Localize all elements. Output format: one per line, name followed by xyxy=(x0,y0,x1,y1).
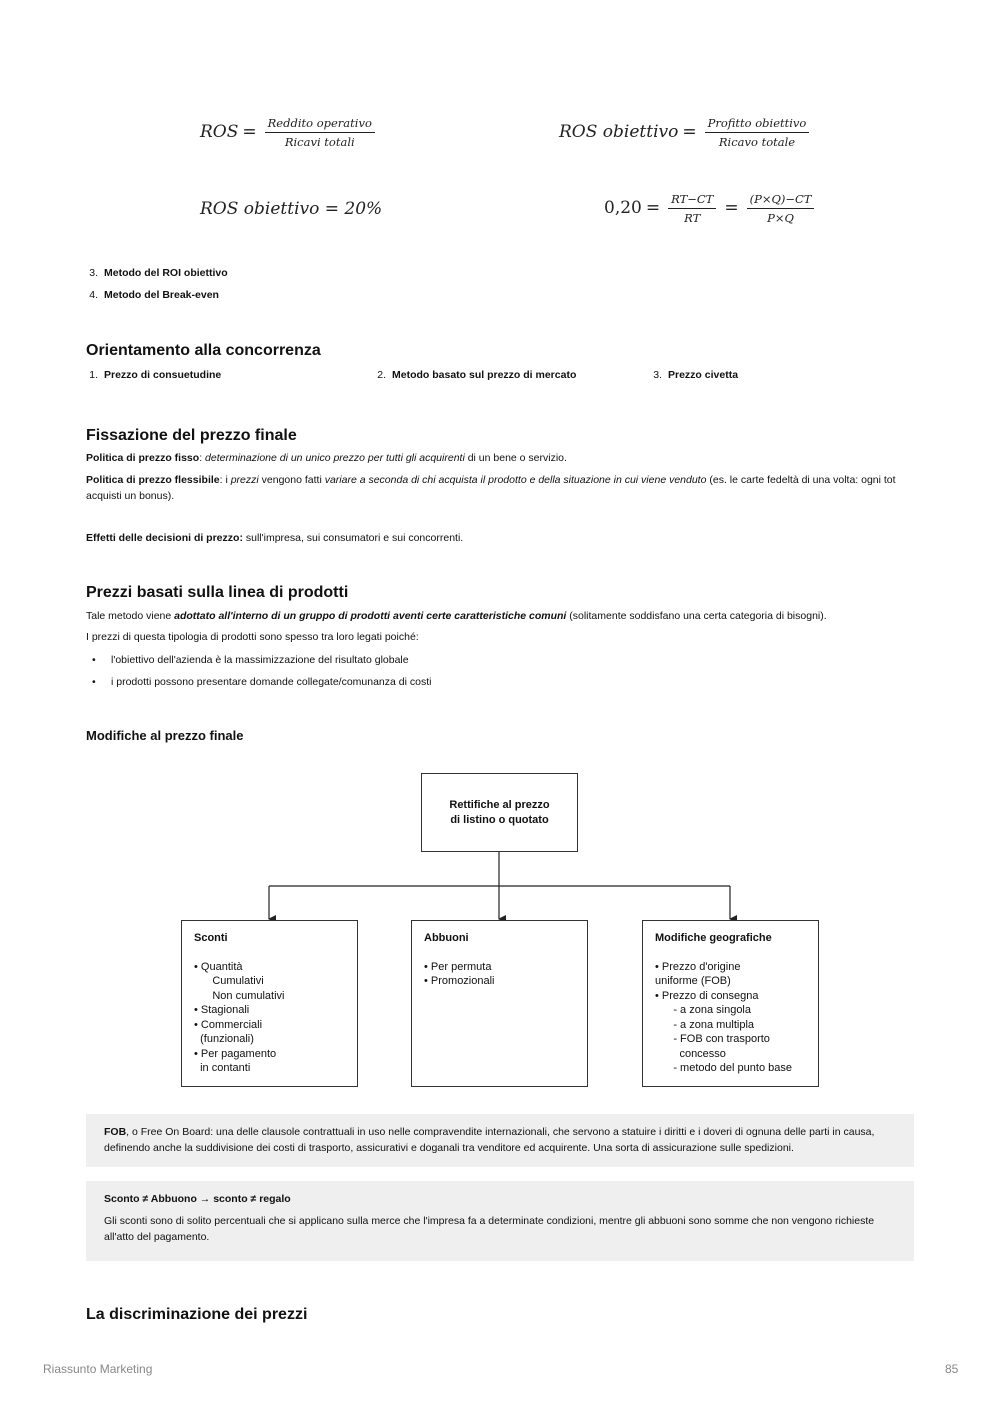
list-number: 4. xyxy=(89,289,98,301)
root-line: Rettifiche al prezzo xyxy=(449,799,550,811)
box-title: Sconti xyxy=(194,932,228,944)
formula-numerator: Reddito operativo xyxy=(265,116,375,133)
list-item xyxy=(80,267,228,279)
list-item xyxy=(80,289,219,301)
text-italic: determinazione di un unico prezzo per tutti gli acquirenti xyxy=(205,452,465,464)
list-label: Metodo del ROI obiettivo xyxy=(104,267,228,279)
formula-ros-target: ROS obiettivo = $\frac{\text{Profitto obiettivo}}{\text{Ricavo totale}}$ xyxy=(559,116,813,149)
box-title: Modifiche geografiche xyxy=(655,932,772,944)
formula-ros: ROS = $\frac{\text{Reddito operativo}}{\text{Ricavi totali}}$ xyxy=(200,116,379,149)
subsection-heading: Modifiche al prezzo finale xyxy=(86,728,244,743)
paragraph-fixed-price xyxy=(86,450,916,466)
note-sconto-abbuono xyxy=(86,1181,914,1261)
term: Politica di prezzo flessibile xyxy=(86,474,220,486)
list-item xyxy=(368,369,576,381)
list-number: 3. xyxy=(653,369,662,381)
note-fob xyxy=(86,1114,914,1167)
box-line: • Per pagamento xyxy=(194,1047,277,1060)
box-line: concesso xyxy=(655,1047,726,1060)
formula-numerator: Profitto obiettivo xyxy=(705,116,810,133)
formula-lhs: ROS obiettivo xyxy=(559,122,679,142)
text: : xyxy=(199,452,206,464)
list-item xyxy=(80,369,221,381)
diagram-box-abbuoni xyxy=(411,920,588,1087)
note-term: FOB xyxy=(104,1126,127,1138)
formula-ros-target-value xyxy=(200,199,382,219)
list-label: Metodo basato sul prezzo di mercato xyxy=(392,369,577,381)
list-item xyxy=(644,369,738,381)
section-heading: La discriminazione dei prezzi xyxy=(86,1306,308,1323)
section-heading: Orientamento alla concorrenza xyxy=(86,342,321,359)
text-italic: prezzi xyxy=(230,474,259,486)
note-text: , o Free On Board: una delle clausole contrattuali in uso nelle compravendite internazionali, che servono a statuire i diritti e i doveri di ognuna delle parti in causa, definendo anche la suddivisione dei costi di trasporto, assicurativi e doganali tra venditore ed acquirente. Una sorta di assicurazione sulle spedizioni. xyxy=(104,1126,875,1154)
bullet-item: • l'obiettivo dell'azienda è la massimizzazione del risultato globale xyxy=(92,654,409,666)
diagram-box-geografiche xyxy=(642,920,819,1087)
box-line: • Promozionali xyxy=(424,975,495,987)
box-line: - metodo del punto base xyxy=(655,1062,792,1074)
box-line: in contanti xyxy=(194,1062,251,1074)
box-line: • Prezzo di consegna xyxy=(655,989,759,1002)
box-line: • Per permuta xyxy=(424,960,492,973)
formula-text: ROS obiettivo = 20% xyxy=(200,199,383,219)
term: Effetti delle decisioni di prezzo: xyxy=(86,532,243,544)
box-title: Abbuoni xyxy=(424,932,469,944)
diagram-box-sconti xyxy=(181,920,358,1087)
paragraph-prices: I prezzi di questa tipologia di prodotti sono spesso tra loro legati poiché: xyxy=(86,631,419,643)
formula-lhs: 0,20 xyxy=(604,198,642,218)
paragraph-flexible-price xyxy=(86,472,916,504)
box-line: uniforme (FOB) xyxy=(655,975,731,987)
formula-denominator: RT xyxy=(684,211,701,225)
formula-denominator: Ricavi totali xyxy=(284,135,355,149)
text-bold-italic: adottato all'interno di un gruppo di prodotti aventi certe caratteristiche comuni xyxy=(174,610,567,622)
note-title: Sconto ≠ Abbuono → sconto ≠ regalo xyxy=(104,1193,291,1205)
term: Politica di prezzo fisso xyxy=(86,452,200,464)
bullet-text: i prodotti possono presentare domande collegate/comunanza di costi xyxy=(111,676,432,688)
formula-denominator: P×Q xyxy=(767,211,794,225)
text: (solitamente soddisfano una certa categoria di bisogni). xyxy=(566,610,827,622)
list-label: Metodo del Break-even xyxy=(104,289,219,301)
page-number: 85 xyxy=(945,1362,959,1376)
list-label: Prezzo di consuetudine xyxy=(104,369,222,381)
formula-numerator: RT−CT xyxy=(668,192,716,209)
text-italic: variare a seconda di chi acquista il prodotto e della situazione in cui viene venduto xyxy=(324,474,707,486)
bullet-item: • i prodotti possono presentare domande collegate/comunanza di costi xyxy=(92,676,432,688)
list-number: 1. xyxy=(89,369,98,381)
box-line: Non cumulativi xyxy=(194,989,285,1002)
box-line: Cumulativi xyxy=(194,975,264,987)
section-heading: Fissazione del prezzo finale xyxy=(86,427,297,444)
formula-lhs: ROS xyxy=(200,122,239,142)
box-line: (funzionali) xyxy=(194,1033,254,1045)
list-label: Prezzo civetta xyxy=(668,369,739,381)
list-number: 3. xyxy=(89,267,98,279)
paragraph-effects xyxy=(86,530,916,546)
text: sull'impresa, sui consumatori e sui concorrenti. xyxy=(242,532,464,544)
formula-numerator: (P×Q)−CT xyxy=(747,192,815,209)
formula-denominator: Ricavo totale xyxy=(718,135,796,149)
diagram-root-box xyxy=(421,773,578,852)
text: (es. le carte fedeltà di una volta: ogni tot acquisti un bonus). xyxy=(86,474,896,502)
text: di un bene o servizio. xyxy=(464,452,567,464)
box-line: • Commerciali xyxy=(194,1018,263,1031)
box-line: - a zona multipla xyxy=(655,1018,755,1031)
bullet-text: l'obiettivo dell'azienda è la massimizzazione del risultato globale xyxy=(111,654,409,666)
box-line: • Prezzo d'origine xyxy=(655,960,741,973)
list-number: 2. xyxy=(377,369,386,381)
section-heading: Prezzi basati sulla linea di prodotti xyxy=(86,584,349,601)
text: vengono fatti xyxy=(258,474,325,486)
box-line: • Quantità xyxy=(194,960,243,973)
formula-ros-decimal: 0,20 = $\frac{RT-CT}{RT}$ = $\frac{(P\times Q)-CT}{P\times Q}$ xyxy=(604,192,818,225)
text: : i xyxy=(219,474,231,486)
footer-title: Riassunto Marketing xyxy=(43,1362,153,1376)
text: Tale metodo viene xyxy=(86,610,175,622)
box-line: • Stagionali xyxy=(194,1004,250,1016)
box-line: - FOB con trasporto xyxy=(655,1033,770,1045)
paragraph-method xyxy=(86,608,916,624)
note-text: Gli sconti sono di solito percentuali che si applicano sulla merce che l'impresa fa a determinate condizioni, mentre gli abbuoni sono somme che non vengono richieste all'atto del pagamento. xyxy=(104,1215,875,1243)
box-line: - a zona singola xyxy=(655,1004,751,1016)
root-line: di listino o quotato xyxy=(450,813,549,826)
